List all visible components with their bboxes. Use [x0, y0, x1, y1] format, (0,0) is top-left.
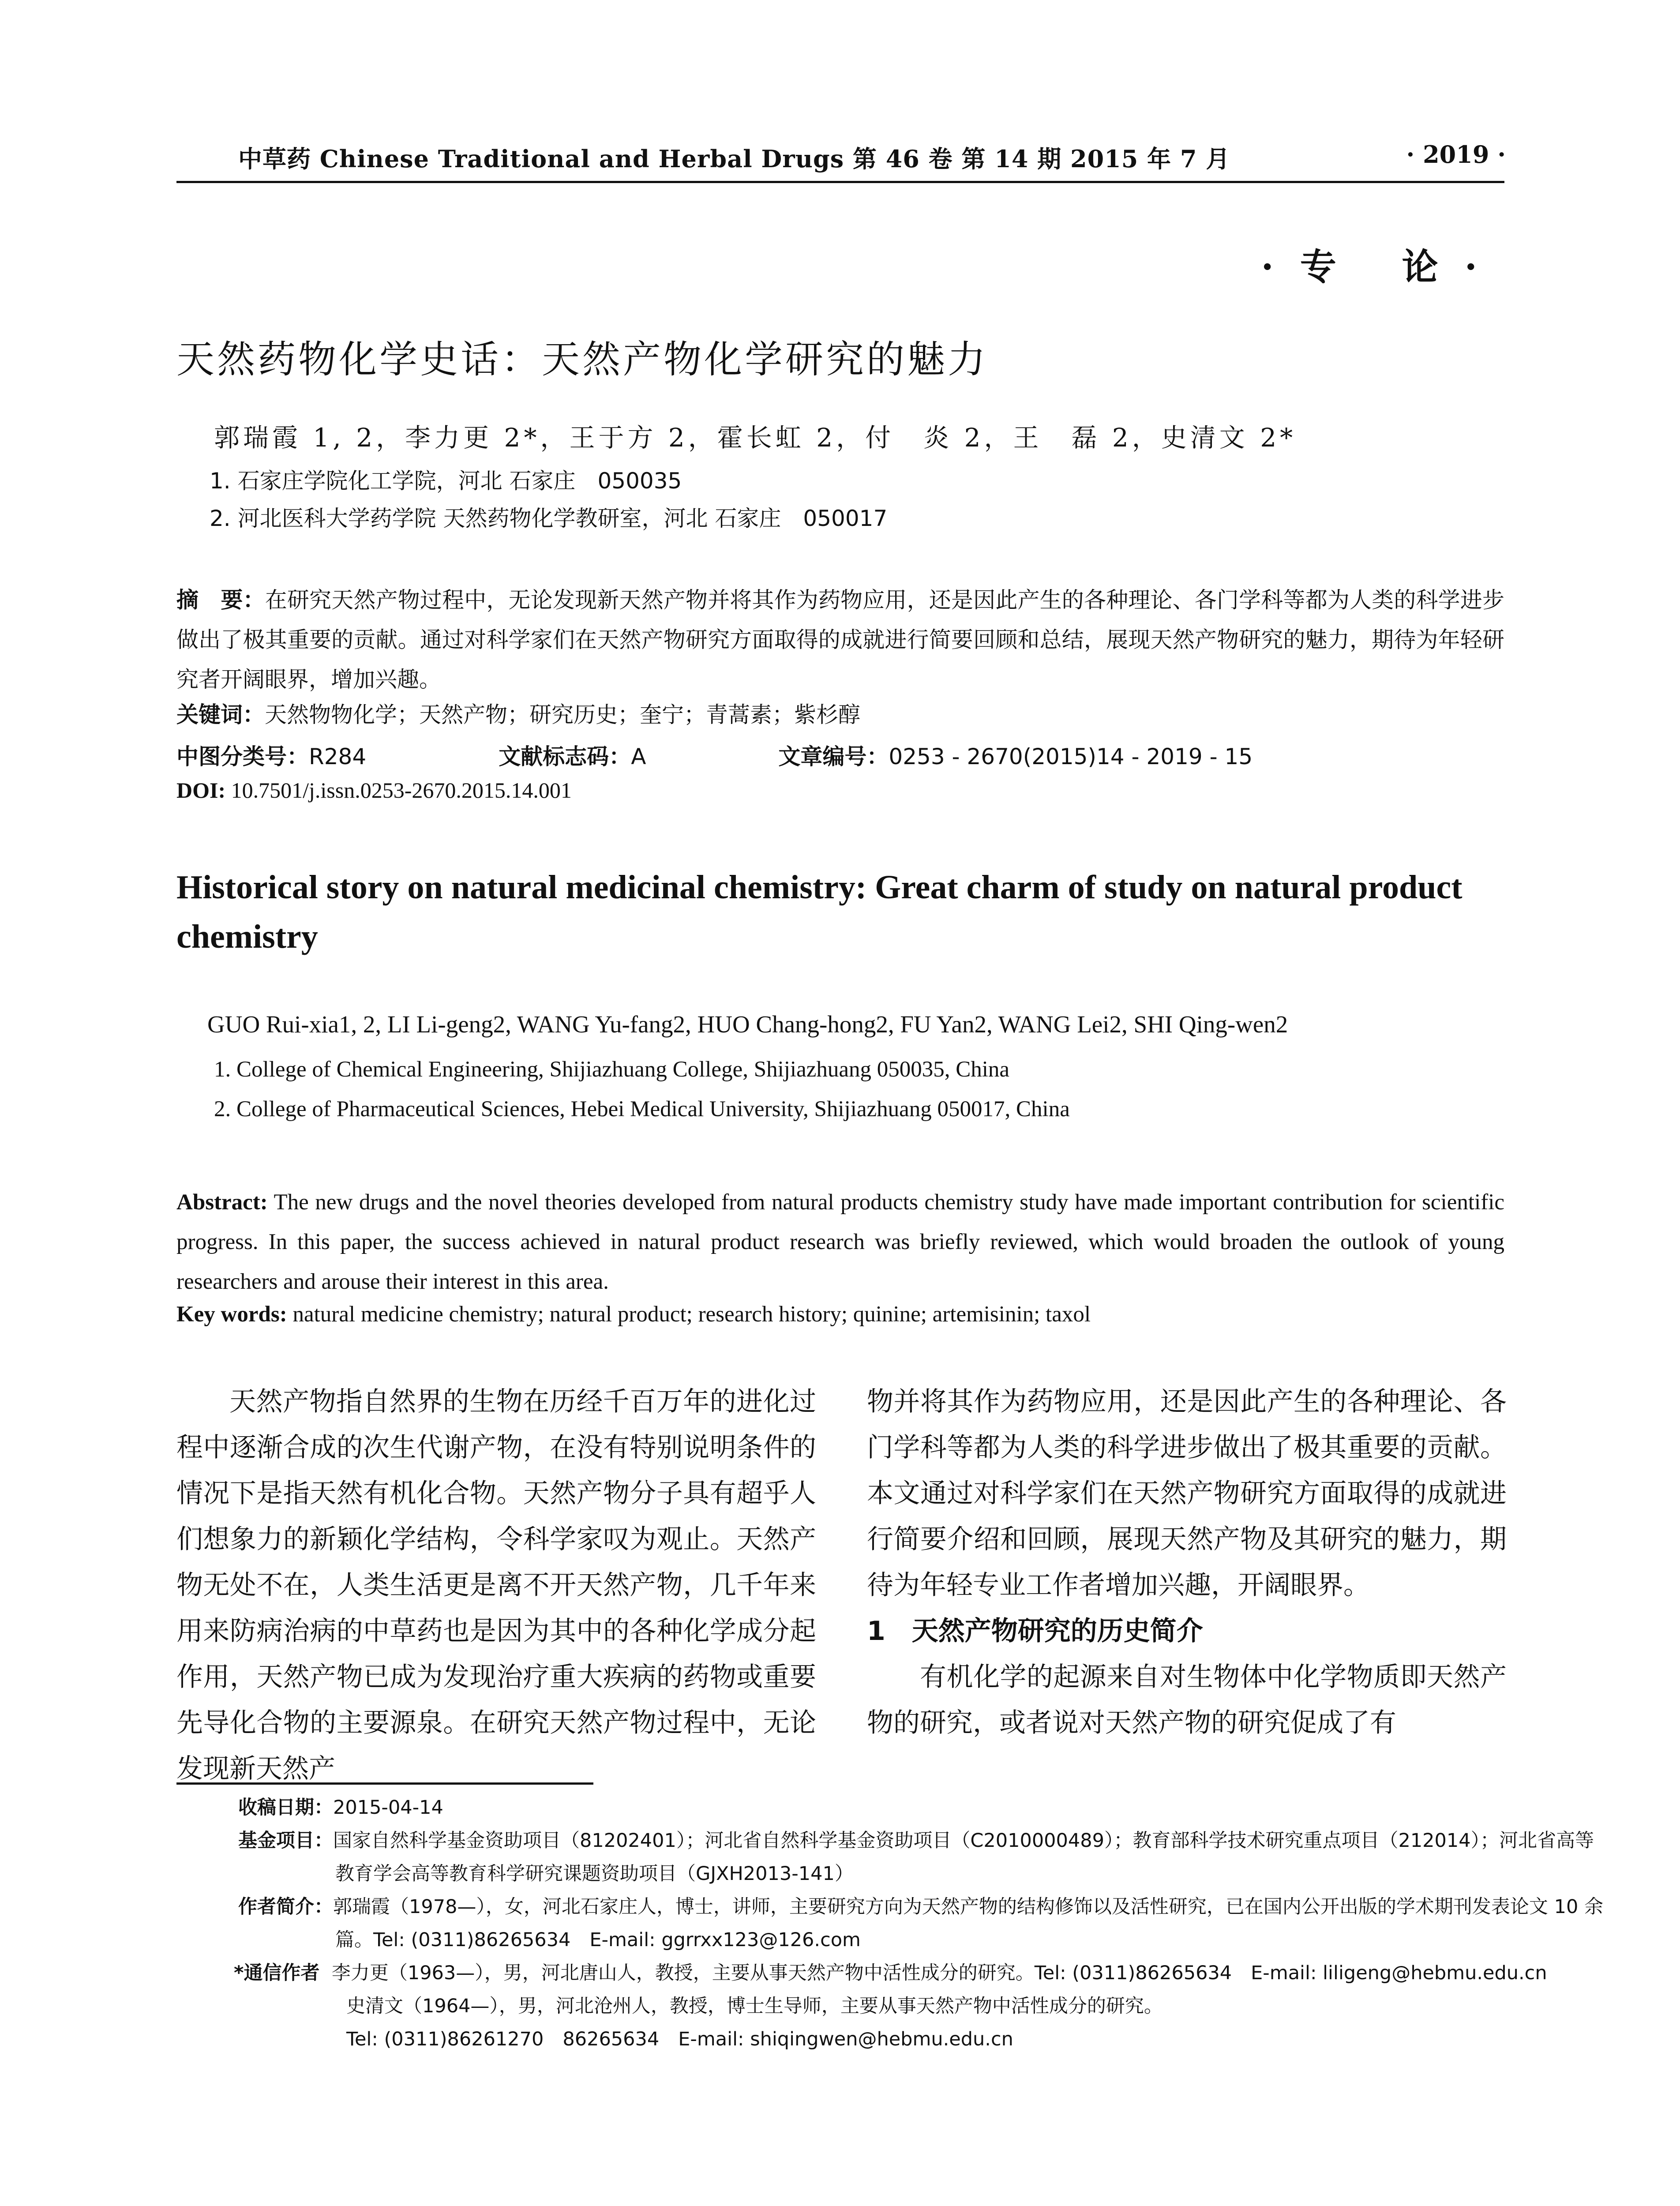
footnote-received	[238, 1791, 443, 1824]
doi-line	[176, 777, 572, 803]
chinese-keywords	[176, 697, 860, 729]
corresponding-text-1: 李力更（1963—），男，河北唐山人，教授，主要从事天然产物中活性成分的研究。Tel: (0311)86265634 E-mail: liligeng@hebmu.edu.cn	[331, 1962, 1547, 1984]
corresponding-line-2: 史清文（1964—），男，河北沧州人，教授，博士生导师，主要从事天然产物中活性成分的研究。	[346, 1995, 1163, 2017]
english-keywords	[176, 1302, 1091, 1327]
english-keywords-label: Key words:	[176, 1302, 287, 1327]
intro-paragraph: 天然产物指自然界的生物在历经千百万年的进化过程中逐渐合成的次生代谢产物，在没有特别说明条件的情况下是指天然有机化合物。天然产物分子具有超乎人们想象力的新颖化学结构，令科学家叹为观止。天然产物无处不在，人类生活更是离不开天然产物，几千年来用来防病治病的中草药也是因为其中的各种化学成分起作用，天然产物已成为发现治疗重大疾病的药物或重要先导化合物的主要源泉。在研究天然产物过程中，无论发现新天然产	[176, 1386, 816, 1784]
section-1-heading: 1 天然产物研究的历史简介	[867, 1616, 1203, 1647]
chinese-abstract-text: 在研究天然产物过程中，无论发现新天然产物并将其作为药物应用，还是因此产生的各种理论、各门学科等都为人类的科学进步做出了极其重要的贡献。通过对科学家们在天然产物研究方面取得的成就进行简要回顾和总结，展现天然产物研究的魅力，期待为年轻研究者开阔眼界，增加兴趣。	[176, 587, 1505, 692]
chinese-affiliation-2: 2. 河北医科大学药学院 天然药物化学教研室，河北 石家庄 050017	[210, 506, 888, 531]
corresponding-line-1	[234, 1957, 1547, 1990]
article-no-label: 文章编号：	[778, 744, 889, 769]
english-affiliation-1: 1. College of Chemical Engineering, Shijiazhuang College, Shijiazhuang 050035, China	[214, 1057, 1010, 1082]
body-column-right	[867, 1379, 1507, 1746]
journal-header-text: 中草药 Chinese Traditional and Herbal Drugs 第 46 卷 第 14 期 2015 年 7 月	[238, 145, 1230, 173]
doc-code-label: 文献标志码：	[499, 744, 631, 769]
body-column-left	[176, 1379, 816, 1792]
chinese-affiliation-1: 1. 石家庄学院化工学院，河北 石家庄 050035	[210, 468, 682, 494]
doc-code-value: A	[631, 744, 646, 769]
author-bio-label: 作者简介：	[238, 1896, 333, 1918]
english-keywords-text: natural medicine chemistry; natural product; research history; quinine; artemisinin; taxol	[287, 1302, 1091, 1327]
footnote-author-bio	[238, 1891, 1606, 1957]
chinese-abstract-label: 摘 要：	[176, 587, 265, 613]
author-bio-text: 郭瑞霞（1978—），女，河北石家庄人，博士，讲师，主要研究方向为天然产物的结构修饰以及活性研究，已在国内公开出版的学术期刊发表论文 10 余篇。Tel: (0311)86265634 E-mail: ggrrxx123@126.com	[333, 1896, 1603, 1951]
classification-line	[176, 739, 1252, 771]
clc-label: 中图分类号：	[176, 744, 309, 769]
english-authors: GUO Rui-xia1, 2, LI Li-geng2, WANG Yu-fang2, HUO Chang-hong2, FU Yan2, WANG Lei2, SHI Qing-wen2	[207, 1011, 1288, 1038]
footnote-corresponding	[234, 1957, 1547, 2056]
article-no-value: 0253 - 2670(2015)14 - 2019 - 15	[889, 744, 1253, 769]
english-abstract-text: The new drugs and the novel theories developed from natural products chemistry study have made important contribution for scientific progress. In this paper, the success achieved in natural product research was briefly reviewed, which would broaden the outlook of young researchers and arouse their interest in this area.	[176, 1190, 1504, 1294]
intro-paragraph-continued: 物并将其作为药物应用，还是因此产生的各种理论、各门学科等都为人类的科学进步做出了极其重要的贡献。本文通过对科学家们在天然产物研究方面取得的成就进行简要介绍和回顾，展现天然产物及其研究的魅力，期待为年轻专业工作者增加兴趣，开阔眼界。	[867, 1386, 1507, 1601]
clc-value: R284	[309, 744, 367, 769]
footnote-divider	[176, 1782, 593, 1785]
chinese-keywords-text: 天然物物化学；天然产物；研究历史；奎宁；青蒿素；紫杉醇	[265, 702, 860, 728]
doi-value: 10.7501/j.issn.0253-2670.2015.14.001	[225, 778, 572, 803]
footnote-funding	[238, 1824, 1606, 1891]
corresponding-label: *通信作者	[234, 1962, 320, 1984]
english-affiliation-2: 2. College of Pharmaceutical Sciences, Hebei Medical University, Shijiazhuang 050017, China	[214, 1097, 1070, 1122]
corresponding-line-3: Tel: (0311)86261270 86265634 E-mail: shiqingwen@hebmu.edu.cn	[346, 2028, 1013, 2050]
fund-label: 基金项目：	[238, 1830, 333, 1852]
section-1-paragraph: 有机化学的起源来自对生物体中化学物质即天然产物的研究，或者说对天然产物的研究促成了有	[867, 1662, 1507, 1738]
english-abstract	[176, 1182, 1504, 1302]
section-tag: ·专 论·	[1261, 246, 1504, 288]
page-number: · 2019 ·	[1406, 140, 1506, 169]
received-date: 2015-04-14	[333, 1797, 443, 1819]
chinese-authors: 郭瑞霞 1, 2，李力更 2*，王于方 2，霍长虹 2，付 炎 2，王 磊 2，史清文 2*	[214, 423, 1297, 453]
received-label: 收稿日期：	[238, 1797, 333, 1819]
doi-label: DOI:	[176, 778, 226, 803]
english-abstract-label: Abstract:	[176, 1190, 268, 1215]
chinese-title: 天然药物化学史话：天然产物化学研究的魅力	[176, 338, 988, 382]
fund-text: 国家自然科学基金资助项目（81202401）；河北省自然科学基金资助项目（C2010000489）；教育部科学技术研究重点项目（212014）；河北省高等教育学会高等教育科学研究课题资助项目（GJXH2013-141）	[333, 1830, 1594, 1885]
chinese-keywords-label: 关键词：	[176, 702, 265, 728]
chinese-abstract	[176, 580, 1504, 699]
english-title: Historical story on natural medicinal chemistry: Great charm of study on natural product chemistry	[176, 869, 1462, 955]
